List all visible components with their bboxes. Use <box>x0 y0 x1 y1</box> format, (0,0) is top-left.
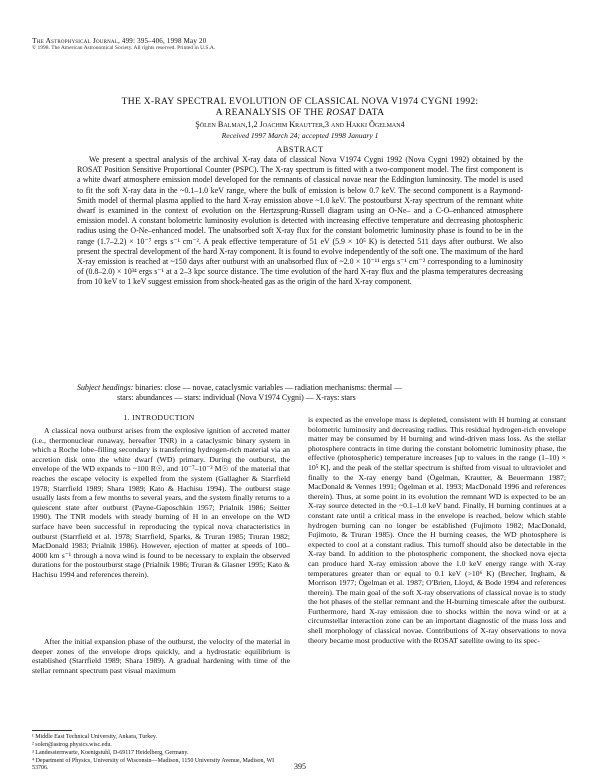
title-suffix: DATA <box>355 107 385 118</box>
footnote-rule <box>32 730 72 731</box>
right-column-text: is expected as the envelope mass is depleted, consistent with H burning at constant bolometric luminosity and decreasing radius. This residual hydrogen-rich envelope matter may be consumed by H burning and wind-driven mass loss. As the stellar photosphere contracts in time during the constant bolometric luminosity phase, the effective (photospheric) temperature increases [up to values in the range (1–10) × 10⁵ K], and the peak of the stellar spectrum is shifted from visual to ultraviolet and finally to the X-ray energy band (Ögelman, Krautter, & Beuermann 1987; MacDonald & Vennes 1991; Ögelman et al. 1993; MacDonald 1996 and references therein). Thus, at some point in its evolution the remnant WD is expected to be an X-ray source detected in the ~0.1–1.0 keV band. Finally, H burning continues at a constant rate until a critical mass in the envelope is reached, below which stable hydrogen burning can no longer be established (Fujimoto 1982; MacDonald, Fujimoto, & Truran 1985). Once the H burning ceases, the WD photosphere is expected to cool at a constant radius. This turnoff should also be detectable in the X-ray band. In addition to the photospheric component, the shocked nova ejecta can produce hard X-ray emission above the 1.0 keV energy range with X-ray temperatures greater than or equal to 0.1 keV (>10⁶ K) (Brecher, Ingham, & Morrison 1977; Ögelman et al. 1987; O'Brien, Lloyd, & Bode 1994 and references therein). The main goal of the soft X-ray observations of classical novae is to study the hot phases of the stellar remnant and the H-burning timescale after the outburst. Furthermore, hard X-ray emission due to shocks within the nova wind or at a circumstellar interaction zone can be an important diagnostic of the mass loss and shell morphology of classical novae. Contributions of X-ray observations to nova theory became most productive with the ROSAT satellite owing to its spec- <box>308 415 566 645</box>
abstract-heading: ABSTRACT <box>276 145 324 154</box>
intro-paragraph-1: A classical nova outburst arises from the explosive ignition of accreted matter (i.e., thermonuclear runaway, hereafter TNR) in a cataclysmic binary system in which a Roche lobe–filling secondary is transferring hydrogen-rich material via an accretion disk onto the white dwarf (WD) primary. During the outburst, the envelope of the WD expands to ~100 R☉, and 10⁻⁷–10⁻³ M☉ of the material that reaches the escape velocity is expelled from the system (Gallagher & Starrfield 1978; Starrfield 1989; Shara 1989; Kato & Hachisu 1994). The outburst stage usually lasts from a few months to several years, and the system finally returns to a quiescent state after outburst (Payne-Gaposchkin 1957; Prialnik 1986; Seitter 1990). The TNR models with steady burning of H in an envelope on the WD surface have been successful in reproducing the typical nova characteristics in outburst (Starrfield et al. 1978; Starrfield, Sparks, & Truran 1985; Truran 1982; MacDonald 1983; Prialnik 1986). However, ejection of matter at speeds of 100–4000 km s⁻¹ through a nova wind is found to be necessary to explain the observed durations for the postoutburst stage (Prialnik 1986; Truran & Glasner 1995; Kato & Hachisu 1994 and references therein). <box>32 426 290 579</box>
subject-line1: binaries: close — novae, cataclysmic variables — radiation mechanisms: thermal — <box>133 383 402 392</box>
abstract-text: We present a spectral analysis of the archival X-ray data of classical Nova V1974 Cygni 1992 (Nova Cygni 1992) obtained by the ROSAT Position Sensitive Proportional Counter (PSPC). The X-ray spectrum is fitted with a two-component model. The first component is a white dwarf atmosphere emission model developed for the remnants of classical novae near the Eddington luminosity. The model is used to fit the soft X-ray data in the ~0.1–1.0 keV range, where the bulk of emission is below 0.7 keV. The second component is a Raymond-Smith model of thermal plasma applied to the hard X-ray emission above ~1.0 keV. The postoutburst X-ray spectrum of the remnant white dwarf is examined in the context of evolution on the Hertzsprung-Russell diagram using an O-Ne– and a C-O–enhanced atmosphere emission model. A constant bolometric luminosity evolution is detected with increasing effective temperature and decreasing photospheric radius using the O-Ne–enhanced model. The unabsorbed soft X-ray flux for the constant bolometric luminosity phase is found to be in the range (1.7–2.2) × 10⁻⁷ ergs s⁻¹ cm⁻². A peak effective temperature of 51 eV (5.9 × 10⁵ K) is detected 511 days after outburst. We also present the spectral development of the hard X-ray component. It is found to evolve independently of the soft one. The maximum of the hard X-ray emission is reached at ~150 days after outburst with an unabsorbed flux of ~2.0 × 10⁻¹¹ ergs s⁻¹ cm⁻² corresponding to a luminosity of (0.8–2.0) × 10³⁴ ergs s⁻¹ at a 2–3 kpc source distance. The time evolution of the hard X-ray flux and the plasma temperatures decreasing from 10 keV to 1 keV suggest emission from shock-heated gas as the origin of the hard X-ray component. <box>77 155 523 287</box>
footnote-3: ³ Landessternwarte, Koenigstuhl, D-69117 Heidelberg, Germany. <box>32 750 189 756</box>
paper-title-line1: THE X-RAY SPECTRAL EVOLUTION OF CLASSICAL NOVA V1974 CYGNI 1992: <box>121 96 479 107</box>
footnote-2: ² solen@astrog.physics.wisc.edu. <box>32 742 112 748</box>
copyright-line: © 1998. The American Astronomical Society. All rights reserved. Printed in U.S.A. <box>32 45 216 51</box>
journal-citation: , 499: 395–406, 1998 May 20 <box>117 37 207 45</box>
journal-header <box>32 36 206 45</box>
intro-paragraph-2: After the initial expansion phase of the outburst, the velocity of the material in deeper zones of the envelope drops quickly, and a hydrostatic equilibrium is established (Starrfield 1989; Shara 1989). A gradual hardening with time of the stellar remnant spectrum past visual maximum <box>32 637 290 675</box>
journal-name: The Astrophysical Journal <box>32 36 118 45</box>
footnote-1: ¹ Middle East Technical University, Ankara, Turkey. <box>32 734 157 740</box>
page-number: 395 <box>294 762 306 771</box>
title-prefix: A REANALYSIS OF THE <box>215 107 327 118</box>
section-heading: 1. INTRODUCTION <box>123 413 195 422</box>
subject-line2: stars: abundances — stars: individual (Nova V1974 Cygni) — X-rays: stars <box>117 393 356 403</box>
received-dates: Received 1997 March 24; accepted 1998 January 1 <box>221 131 379 140</box>
title-rosat: ROSAT <box>326 107 356 118</box>
author-list: Şölen Balman,1,2 Joachim Krautter,3 and Hakki Ögelman4 <box>195 120 405 129</box>
footnote-4: ⁴ Department of Physics, University of Wisconsin—Madison, 1150 University Avenue, Madison, WI 53706. <box>32 758 275 772</box>
paper-title-line2 <box>40 107 560 118</box>
subject-headings <box>77 383 523 403</box>
subject-label: Subject headings: <box>77 383 134 392</box>
